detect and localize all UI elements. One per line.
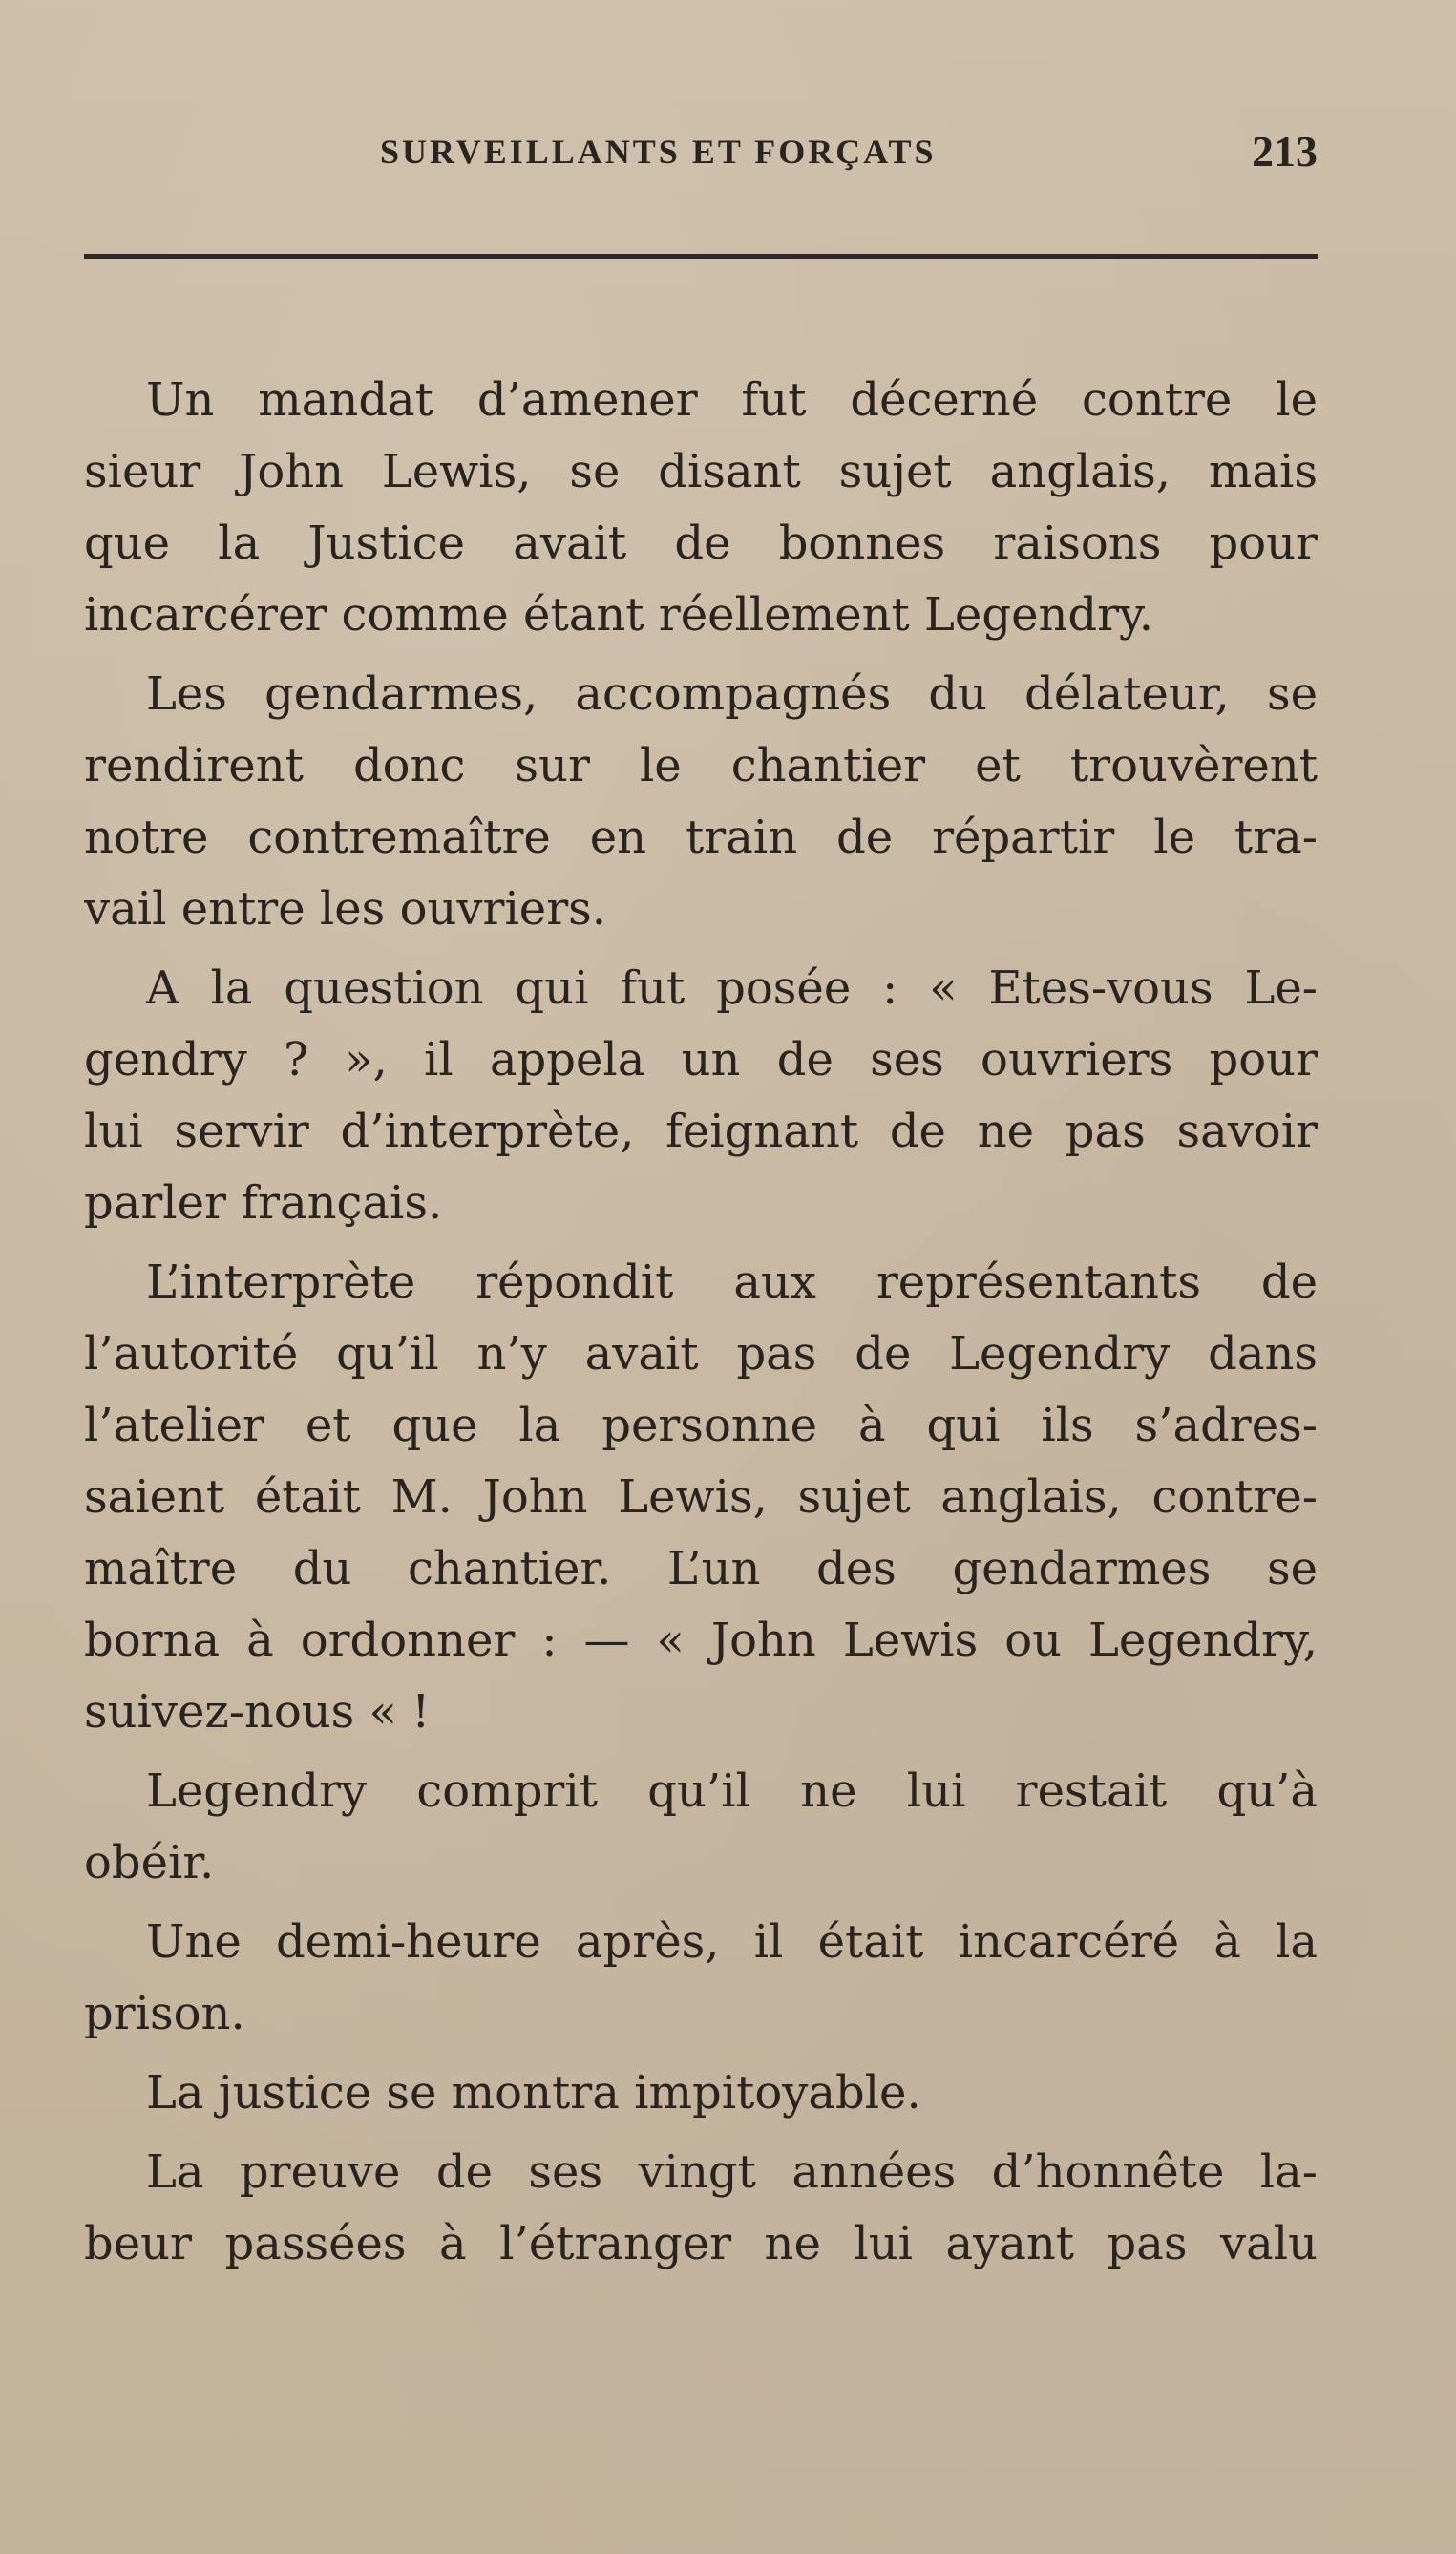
text-line: A la question qui fut posée : « Etes-vous Le- xyxy=(146,961,1318,1015)
text-line: gendry ? », il appela un de ses ouvriers pour xyxy=(84,1033,1318,1087)
paragraph xyxy=(84,953,1318,1239)
text-line: obéir. xyxy=(84,1836,215,1889)
paragraph xyxy=(84,1247,1318,1748)
text-line: beur passées à l’étranger ne lui ayant pas valu xyxy=(84,2217,1318,2270)
text-line: saient était M. John Lewis, sujet anglais, contre- xyxy=(84,1470,1318,1524)
text-line: La justice se montra impitoyable. xyxy=(146,2066,921,2120)
paragraph xyxy=(84,1756,1318,1899)
text-line: Un mandat d’amener fut décerné contre le xyxy=(146,373,1318,427)
running-head xyxy=(84,122,1318,191)
text-line: vail entre les ouvriers. xyxy=(84,882,607,936)
text-line: sieur John Lewis, se disant sujet anglais, mais xyxy=(84,445,1318,498)
paragraph xyxy=(84,365,1318,651)
header-rule xyxy=(84,254,1318,259)
text-line: l’autorité qu’il n’y avait pas de Legendry dans xyxy=(84,1327,1318,1381)
text-line: La preuve de ses vingt années d’honnête la- xyxy=(146,2145,1318,2199)
text-line: lui servir d’interprète, feignant de ne pas savoir xyxy=(84,1105,1318,1158)
text-line: Les gendarmes, accompagnés du délateur, se xyxy=(146,667,1318,721)
text-line: suivez-nous « ! xyxy=(84,1685,431,1739)
paragraph xyxy=(84,2137,1318,2280)
running-title: SURVEILLANTS ET FORÇATS xyxy=(380,133,937,171)
text-line: borna à ordonner : — « John Lewis ou Legendry, xyxy=(84,1614,1318,1667)
body-text xyxy=(84,365,1318,2288)
paragraph xyxy=(84,1907,1318,2050)
paragraph xyxy=(84,2058,1318,2129)
text-line: maître du chantier. L’un des gendarmes se xyxy=(84,1542,1318,1595)
text-line: Une demi-heure après, il était incarcéré à la xyxy=(146,1915,1318,1969)
text-line: Legendry comprit qu’il ne lui restait qu’à xyxy=(146,1764,1318,1818)
text-line: L’interprète répondit aux représentants de xyxy=(146,1256,1318,1309)
text-line: prison. xyxy=(84,1987,245,2040)
text-line: que la Justice avait de bonnes raisons pour xyxy=(84,517,1318,570)
page-number: 213 xyxy=(1252,127,1318,176)
text-line: incarcérer comme étant réellement Legendry. xyxy=(84,588,1154,642)
paragraph xyxy=(84,659,1318,945)
text-line: l’atelier et que la personne à qui ils s’adres- xyxy=(84,1399,1318,1452)
text-line: notre contremaître en train de répartir le tra- xyxy=(84,811,1318,864)
text-line: parler français. xyxy=(84,1176,443,1230)
text-line: rendirent donc sur le chantier et trouvèrent xyxy=(84,739,1318,792)
